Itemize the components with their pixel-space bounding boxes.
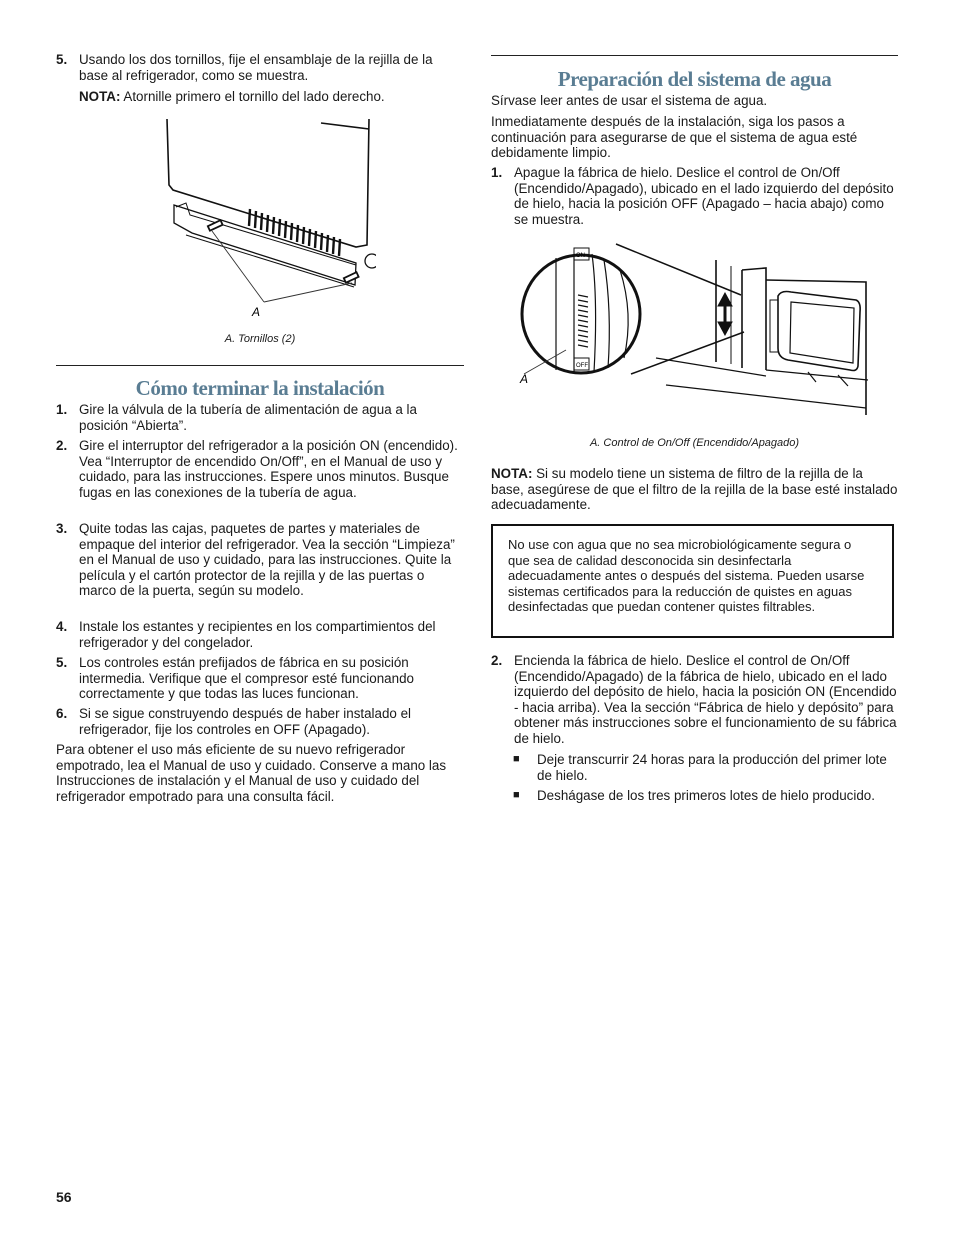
finish-step-1: 1. Gire la válvula de la tubería de alimentación de agua a la posición “Abierta”. — [56, 402, 417, 433]
install-note — [56, 89, 464, 105]
bullet-item: ■ Deshágase de los tres primeros lotes de hielo producido. — [513, 788, 875, 803]
bullet-item: ■ Deje transcurrir 24 horas para la producción del primer lote de hielo. — [513, 752, 887, 783]
figure2-label-off: OFF — [576, 363, 588, 369]
figure1-label-a: A — [252, 305, 261, 319]
finish-step-4: 4. Instale los estantes y recipientes en los compartimientos del refrigerador y del congelador. — [56, 619, 436, 650]
figure1-caption: A. Tornillos (2) — [224, 333, 296, 345]
section-divider — [56, 365, 464, 366]
closing-paragraph: Para obtener el uso más eficiente de su nuevo refrigerador empotrado, lea el Manual de uso y cuidado. Conserve a mano las Instrucciones de instalación y el Manual de uso y cuidado del refrigerador empotrado para una consulta fácil. — [56, 742, 447, 804]
figure2-label-on: ON — [576, 253, 585, 259]
warning-box — [491, 524, 894, 638]
base-grille-illustration — [146, 115, 376, 325]
step-number: 5. — [56, 52, 68, 67]
water-step-1: 1. Apague la fábrica de hielo. Deslice el control de On/Off (Encendido/Apagado), ubicado en el lado izquierdo del depósito de hielo, hacia la posición OFF (Apagado – hacia abajo) como se muestra. — [491, 165, 894, 227]
figure2-caption: A. Control de On/Off (Encendido/Apagado) — [589, 437, 800, 449]
finish-step-6: 6. Si se sigue construyendo después de haber instalado el refrigerador, fije los controles en OFF (Apagado). — [56, 706, 412, 737]
finish-step-5: 5. Los controles están prefijados de fábrica en su posición intermedia. Verifique que el compresor esté funcionando correctamente y que todas las luces funcionan. — [56, 655, 414, 702]
ice-maker-control-illustration — [516, 240, 876, 425]
warning-text: No use con agua que no sea microbiológicamente segura o que sea de calidad desconocida sin desinfectarla adecuadamente antes o después del sistema. Pueden usarse sistemas certificados para la reducción de quistes en aguas desinfectadas que puedan contener quistes filtrables. — [508, 537, 865, 615]
figure2-label-a: A — [520, 372, 529, 386]
step-text: Usando los dos tornillos, fije el ensamblaje de la rejilla de la base al refrigerador, como se muestra. — [79, 52, 433, 83]
water-step-2: 2. Encienda la fábrica de hielo. Deslice el control de On/Off (Encendido/Apagado) de la fábrica de hielo, ubicado en el lado izquierdo del depósito de hielo, hacia la posición ON (Encendido - hacia arriba). Vea la sección “Fábrica de hielo y depósito” para obtener más instrucciones sobre el funcionamiento de su fábrica de hielo. — [491, 653, 897, 746]
bullet-square-icon: ■ — [513, 789, 520, 801]
note-text: Atornille primero el tornillo del lado derecho. — [120, 89, 385, 104]
finish-step-3: 3. Quite todas las cajas, paquetes de partes y materiales de empaque del interior del refrigerador. Vea la sección “Limpieza” en el Manual de uso y cuidado, para las instrucciones. Quite la película y el cartón protector de la rejilla y de las puertas o marco de la puerta, según su modelo. — [56, 521, 455, 599]
read-first-text: Sírvase leer antes de usar el sistema de agua. — [491, 93, 768, 108]
section-title-water-system: Preparación del sistema de agua — [557, 67, 832, 91]
note-label: NOTA: — [79, 89, 121, 104]
bullet-square-icon: ■ — [513, 753, 520, 765]
filter-note: NOTA: Si su modelo tiene un sistema de filtro de la rejilla de la base, asegúrese de que el filtro de la rejilla de la base esté instalado adecuadamente. — [491, 466, 898, 513]
intro-paragraph: Inmediatamente después de la instalación, siga los pasos a continuación para asegurarse de que el sistema de agua esté debidamente limpio. — [491, 114, 858, 161]
page-number: 56 — [56, 1189, 72, 1205]
finish-step-2: 2. Gire el interruptor del refrigerador a la posición ON (encendido). Vea “Interruptor de encendido On/Off”, en el Manual de uso y cuidado, para las instrucciones. Espere unos minutos. Busque fugas en las conexiones de la tubería de agua. — [56, 438, 458, 500]
install-step-5 — [56, 52, 464, 83]
section-title-finish-install: Cómo terminar la instalación — [135, 376, 385, 400]
section-divider — [491, 55, 898, 56]
